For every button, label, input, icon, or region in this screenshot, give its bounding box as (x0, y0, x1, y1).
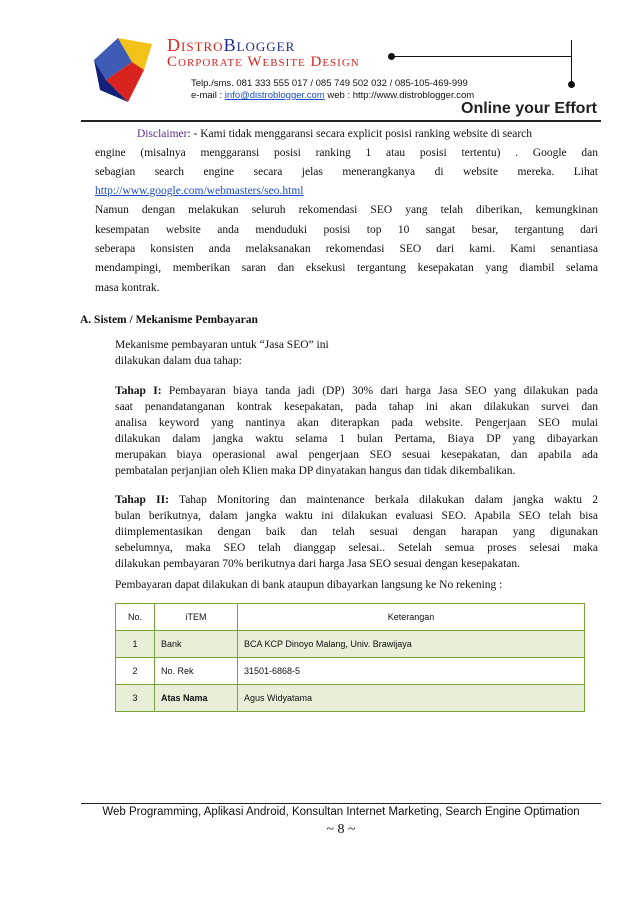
tahap1-line-1: Tahap I: Pembayaran biaya tanda jadi (DP) 30% dari harga Jasa SEO yang dilakukan pada (115, 385, 598, 397)
header-rule (81, 120, 601, 122)
intro-line-1: Mekanisme pembayaran untuk “Jasa SEO” ini (115, 339, 329, 351)
disclaimer-line-2: engine (misalnya menggaransi posisi ranking 1 atau posisi tertentu) . Google dan (95, 147, 598, 159)
table-row (116, 685, 585, 712)
table-cell: 1 (116, 631, 155, 658)
header-decor-dot (568, 81, 575, 88)
footer-rule (81, 803, 601, 804)
table-cell: BCA KCP Dinoyo Malang, Univ. Brawijaya (238, 631, 585, 658)
table-header-cell: iTEM (155, 604, 238, 631)
tahap2-line-5: dilakukan pembayaran 70% berikutnya dari harga Jasa SEO sesuai dengan kesepakatan. (115, 558, 521, 570)
contact-info (191, 78, 474, 102)
footer-text: Web Programming, Aplikasi Android, Konsultan Internet Marketing, Search Engine Optimation (102, 806, 580, 818)
tahap1-line-5: merupakan biaya operasional awal pengerjaan SEO sesuai kesepakatan, dan apabila ada (115, 449, 598, 461)
disclaimer-line-5: Namun dengan melakukan seluruh rekomendasi SEO yang telah diberikan, kemungkinan (95, 204, 598, 216)
tahap2-line-3: diimplementasikan dengan baik dan telah sesuai dengan harapan yang digunakan (115, 526, 598, 538)
header-decor-vline (571, 40, 572, 84)
table-row (116, 631, 585, 658)
table-row (116, 658, 585, 685)
header-decor-line (391, 56, 571, 57)
distroblogger-logo (84, 30, 164, 110)
table-cell: 31501-6868-5 (238, 658, 585, 685)
disclaimer-link-line (95, 182, 303, 201)
disclaimer-line-7: seberapa konsisten anda melaksanakan rekomendasi SEO dari kami. Kami senantiasa (95, 243, 598, 255)
tahap2-line-1: Tahap II: Tahap Monitoring dan maintenance berkala dilakukan dalam jangka waktu 2 (115, 494, 598, 506)
tahap1-label: Tahap I: (115, 385, 162, 397)
disclaimer-label: Disclaimer (137, 128, 188, 140)
table-cell: Bank (155, 631, 238, 658)
tahap1-line-6: pembatalan perjanjian oleh Klien maka DP dinyatakan hangus dan tidak dikembalikan. (115, 465, 516, 477)
disclaimer-line-3: sebagian search engine secara jelas menerangkanya di website mereka. Lihat (95, 166, 598, 178)
disclaimer-line-6: kesempatan website anda menduduki posisi top 10 sangat besar, tergantung dari (95, 224, 598, 236)
header-decor-dot (388, 53, 395, 60)
brand-name: DistroBlogger (167, 35, 296, 55)
table-cell: 3 (116, 685, 155, 712)
tahap2-line-4: sebelumnya, maka SEO telah dianggap selesai.. Setelah semua proses selesai maka (115, 542, 598, 554)
contact-email-web: e-mail : info@distroblogger.com web : http://www.distroblogger.com (191, 90, 475, 101)
table-cell: Agus Widyatama (238, 685, 585, 712)
payment-text: Pembayaran dapat dilakukan di bank ataupun dibayarkan langsung ke No rekening : (115, 579, 503, 591)
disclaimer-line-1: Disclaimer: - Kami tidak menggaransi secara explicit posisi ranking website di search (137, 128, 533, 140)
contact-phone: Telp./sms. 081 333 555 017 / 085 749 502 032 / 085-105-469-999 (191, 78, 468, 89)
tahap1-line-3: analisa keyword yang nantinya akan diterapkan pada website. Pengerjaan SEO mulai (115, 417, 598, 429)
tahap2-label: Tahap II: (115, 494, 169, 506)
section-heading: A. Sistem / Mekanisme Pembayaran (80, 314, 258, 326)
table-cell: 2 (116, 658, 155, 685)
disclaimer-line-8: mendampingi, memberikan saran dan eksekusi tergantung kesepakatan yang diambil selama (95, 262, 598, 274)
table-cell: No. Rek (155, 658, 238, 685)
table-header-cell: No. (116, 604, 155, 631)
payment-table (115, 603, 585, 712)
tahap1-line-4: dilakukan dalam jangka waktu selama 1 bulan Pertama, Biaya DP yang dibayarkan (115, 433, 598, 445)
table-cell: Atas Nama (155, 685, 238, 712)
disclaimer-line-9: masa kontrak. (95, 282, 160, 294)
page-number: ~ 8 ~ (326, 822, 356, 837)
tahap2-line-2: bulan berikutnya, dalam jangka waktu ini dilakukan evaluasi SEO. Apabila SEO telah bisa (115, 510, 598, 522)
brand-tagline: Corporate Website Design (167, 54, 360, 70)
table-header-row (116, 604, 585, 631)
email-link[interactable]: info@distroblogger.com (224, 90, 325, 101)
tahap1-line-2: saat penandatanganan kontrak kesepakatan, pada tahap ini akan dilakukan survei dan (115, 401, 598, 413)
intro-line-2: dilakukan dalam dua tahap: (115, 355, 242, 367)
google-webmasters-link[interactable]: http://www.google.com/webmasters/seo.html (95, 185, 304, 197)
table-header-cell: Keterangan (238, 604, 585, 631)
slogan: Online your Effort (461, 100, 597, 117)
